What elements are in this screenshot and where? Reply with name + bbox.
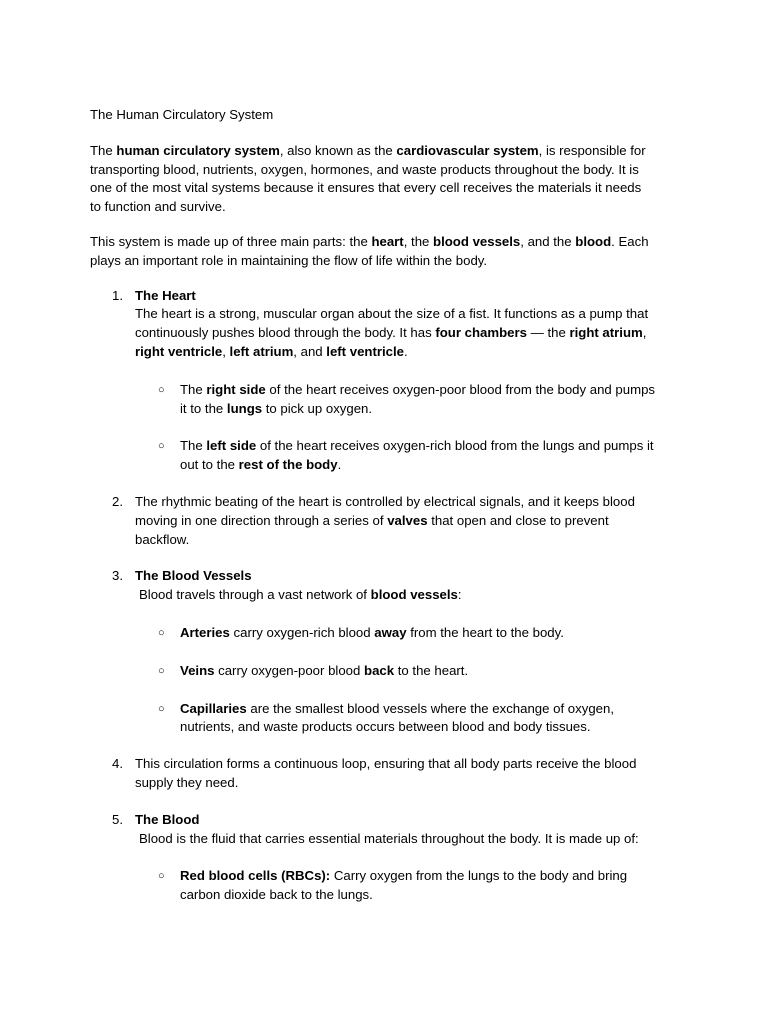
list-item [90,567,690,605]
bullet-text: The left side of the heart receives oxygen-rich blood from the lungs and pumps it out to the rest of the body. [180,438,654,473]
intro-paragraph-1: The human circulatory system, also known as the cardiovascular system, is responsible for transporting blood, nutrients, oxygen, hormones, and waste products throughout the body. It is one of the most vital systems because it ensures that every cell receives the materials it needs to function and survive. [90,142,646,215]
list-number: 3. [112,568,123,584]
list-item-text: The heart is a strong, muscular organ about the size of a fist. It functions as a pump that continuously pushes blood through the body. It has four chambers — the right atrium, right ventricle, left atrium, and left ventricle. [135,306,649,359]
list-number: 5. [112,811,123,827]
hollow-circle-bullet-icon: ○ [158,440,165,453]
hollow-circle-bullet-icon: ○ [158,664,165,677]
document-body [90,106,690,905]
list-item-text: Blood travels through a vast network of blood vessels: [139,587,462,603]
section-heading: The Heart [135,287,196,303]
list-number: 4. [112,756,123,772]
numbered-list [90,287,690,905]
document-title: The Human Circulatory System [90,107,274,122]
hollow-circle-bullet-icon: ○ [158,626,165,639]
list-item-text: This circulation forms a continuous loop, ensuring that all body parts receive the blood supply they need. [135,756,637,790]
bullet-text: Arteries carry oxygen-rich blood away from the heart to the body. [180,624,564,640]
bullet-item [90,867,690,905]
list-number: 2. [112,493,123,509]
hollow-circle-bullet-icon: ○ [158,383,165,396]
list-item [90,755,690,793]
bullet-item [90,700,690,738]
section-heading: The Blood Vessels [135,568,252,584]
hollow-circle-bullet-icon: ○ [158,702,165,715]
bullet-text: Red blood cells (RBCs): Carry oxygen from the lungs to the body and bring carbon dioxide back to the lungs. [180,868,628,903]
bullet-text: Veins carry oxygen-poor blood back to the heart. [180,662,469,678]
section-heading: The Blood [135,811,200,827]
bullet-text: Capillaries are the smallest blood vessels where the exchange of oxygen, nutrients, and waste products occurs between blood and body tissues. [180,700,614,735]
hollow-circle-bullet-icon: ○ [158,870,165,883]
bullet-item [90,662,690,681]
bullet-item [90,437,690,475]
list-item-text: The rhythmic beating of the heart is controlled by electrical signals, and it keeps blood moving in one direction through a series of valves that open and close to prevent backflow. [135,493,635,547]
bullet-item [90,381,690,419]
list-number: 1. [112,287,123,303]
intro-paragraph-2: This system is made up of three main parts: the heart, the blood vessels, and the blood. Each plays an important role in maintaining the flow of life within the body. [90,233,649,268]
list-item-text: Blood is the fluid that carries essential materials throughout the body. It is made up of: [139,830,639,846]
list-item [90,287,690,362]
bullet-text: The right side of the heart receives oxygen-poor blood from the body and pumps it to the lungs to pick up oxygen. [180,381,656,416]
list-item [90,811,690,849]
bullet-item [90,624,690,643]
list-item [90,493,690,549]
